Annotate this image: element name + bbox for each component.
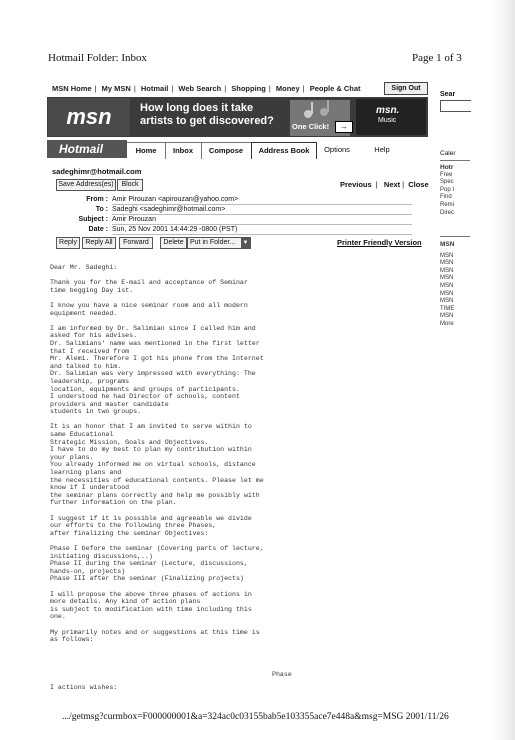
tab-home[interactable]: Home bbox=[127, 142, 166, 159]
tab-compose[interactable]: Compose bbox=[201, 142, 252, 159]
sign-out-button[interactable]: Sign Out bbox=[384, 82, 428, 95]
reply-button[interactable]: Reply bbox=[56, 237, 80, 249]
tab-options[interactable]: Options bbox=[324, 145, 350, 154]
from-value[interactable]: Amir Pirouzan <apirouzan@yahoo.com> bbox=[112, 196, 239, 203]
chevron-down-icon[interactable]: ▼ bbox=[242, 240, 249, 246]
to-label: To : bbox=[95, 206, 108, 213]
to-value[interactable]: Sadeghi <sadeghimr@hotmail.com> bbox=[112, 206, 226, 213]
sidebar-item[interactable]: Find bbox=[440, 194, 452, 201]
music-logo-brand: msn. bbox=[376, 105, 400, 116]
from-label: From : bbox=[86, 196, 108, 203]
sidebar-item[interactable]: MSN bbox=[440, 275, 454, 282]
sidebar-item[interactable]: MSN bbox=[440, 313, 454, 320]
put-in-folder-value: Put in Folder... bbox=[190, 239, 236, 246]
forward-button[interactable]: Forward bbox=[119, 237, 153, 249]
music-logo-label: Music bbox=[378, 117, 397, 124]
msn-music-logo[interactable] bbox=[356, 99, 426, 135]
msn-top-nav: MSN Home | My MSN | Hotmail | Web Search | Shopping | Money | People & Chat bbox=[52, 84, 361, 93]
sidebar-divider bbox=[440, 236, 470, 237]
sidebar-divider bbox=[440, 160, 470, 161]
sidebar-item[interactable]: More bbox=[440, 320, 454, 327]
message-body: Dear Mr. Sadeghi: Thank you for the E-mail and acceptance of Seminar time begging Day 1st. I know you have a nice seminar room and all modern equipment needed. I am informed by Dr. Salimian since I called him and asked for his advises. Dr. Salimians' name was mentioned in the first letter that I received from Mr. Alemi. Therefore I got his phone from the Internet and talked to him. Dr. Salimian was very impressed with everything: The leadership, programs location, equipments and groups of participants. I understood he had Director of schools, content providers and master candidate students in two groups. It is an honor that I am invited to serve within to same Educational Strategic Mission, Goals and Objectives. I have to do my best to plan my contribution within your plans. You already informed me on virtual schools, distance learning plans and the necessities of educational contents. Please let me know if I understood the seminar plans correctly and help me possibly with further information on the plan. I suggest if it is possible and agreeable we divide our efforts to the following three Phases, after finalizing the seminar Objectives: Phase I before the seminar (Covering parts of lecture, initiating discussions,..) Phase II during the seminar (Lecture, discussions, hands-on, projects) Phase III after the seminar (Finalizing projects) I will propose the above three phases of actions in more details. Any kind of action plans is subject to modification with time including this one. My primarily notes and or suggestions at this time is as follows: bbox=[50, 264, 264, 644]
music-note-icon bbox=[290, 100, 350, 120]
subject-value: Amir Pirouzan bbox=[112, 216, 156, 223]
header-divider bbox=[112, 234, 412, 235]
message-nav-links: Previous | Next | Close bbox=[340, 180, 429, 189]
printer-friendly-link[interactable]: Printer Friendly Version bbox=[337, 238, 422, 247]
ad-headline-line1: How long does it take bbox=[140, 102, 254, 114]
date-value: Sun, 25 Nov 2001 14:44:29 -0800 (PST) bbox=[112, 226, 238, 233]
subject-label: Subject : bbox=[78, 216, 108, 223]
tab-inbox[interactable]: Inbox bbox=[165, 142, 202, 159]
sidebar-section-title: Hotr bbox=[440, 164, 454, 171]
message-body-phase: Phase bbox=[272, 671, 292, 678]
sidebar-item[interactable]: MSN bbox=[440, 282, 454, 289]
sidebar-item[interactable]: TIME bbox=[440, 305, 455, 312]
nav-money[interactable]: Money bbox=[275, 84, 300, 93]
sidebar-item[interactable]: Pop I bbox=[440, 186, 455, 193]
header-divider bbox=[112, 214, 412, 215]
save-addresses-button[interactable]: Save Address(es) bbox=[56, 179, 116, 191]
nav-msn-home[interactable]: MSN Home bbox=[52, 84, 92, 93]
sidebar-item[interactable]: Spec bbox=[440, 179, 454, 186]
reply-all-button[interactable]: Reply All bbox=[82, 237, 116, 249]
sidebar-item[interactable]: MSN bbox=[440, 267, 454, 274]
sidebar-item[interactable]: Direc bbox=[440, 209, 455, 216]
previous-link[interactable]: Previous bbox=[340, 180, 372, 189]
print-footer-url: .../getmsg?curmbox=F000000001&a=324ac0c03155bab5e103355ace7e448a&msg=MSG bbox=[62, 712, 404, 722]
one-click-label[interactable]: One Click! bbox=[292, 122, 330, 131]
nav-people-chat[interactable]: People & Chat bbox=[309, 84, 361, 93]
print-folder-title: Hotmail Folder: Inbox bbox=[48, 52, 147, 64]
hotmail-brand-tab: Hotmail bbox=[47, 140, 127, 158]
nav-web-search[interactable]: Web Search bbox=[178, 84, 222, 93]
message-body-actions: I actions wishes: bbox=[50, 684, 118, 691]
print-footer-date: 2001/11/26 bbox=[405, 712, 449, 722]
ad-headline-line2: artists to get discovered? bbox=[140, 115, 274, 127]
next-link[interactable]: Next bbox=[383, 180, 401, 189]
delete-button[interactable]: Delete bbox=[160, 237, 187, 249]
header-divider bbox=[112, 224, 412, 225]
tab-address-book[interactable]: Address Book bbox=[251, 142, 317, 159]
sidebar-item[interactable]: Free bbox=[440, 171, 453, 178]
account-email: sadeghimr@hotmail.com bbox=[52, 167, 142, 176]
sidebar-calendar-label[interactable]: Caler bbox=[440, 150, 456, 157]
scan-edge bbox=[490, 0, 515, 740]
arrow-right-icon[interactable]: → bbox=[335, 121, 353, 133]
date-label: Date : bbox=[88, 226, 108, 233]
sidebar-hotmail-section bbox=[440, 164, 470, 217]
close-link[interactable]: Close bbox=[408, 180, 429, 189]
sidebar-search-input[interactable] bbox=[440, 100, 471, 112]
block-button[interactable]: Block bbox=[117, 179, 143, 191]
nav-shopping[interactable]: Shopping bbox=[231, 84, 266, 93]
tab-help[interactable]: Help bbox=[374, 145, 390, 154]
header-divider bbox=[112, 204, 412, 205]
sidebar-item[interactable]: MSN bbox=[440, 298, 454, 305]
sidebar-item[interactable]: MSN bbox=[440, 252, 454, 259]
sidebar-item[interactable]: Remi bbox=[440, 201, 455, 208]
print-page-indicator: Page 1 of 3 bbox=[412, 52, 462, 64]
sidebar-item[interactable]: MSN bbox=[440, 260, 454, 267]
msn-logo[interactable]: msn bbox=[48, 98, 130, 136]
nav-hotmail[interactable]: Hotmail bbox=[140, 84, 169, 93]
ad-headline bbox=[140, 102, 274, 128]
sidebar-item[interactable]: MSN bbox=[440, 290, 454, 297]
print-footer bbox=[62, 712, 449, 722]
sidebar-msn-section bbox=[440, 241, 470, 329]
put-in-folder-select[interactable] bbox=[187, 237, 251, 249]
sidebar-search-label: Sear bbox=[440, 91, 456, 98]
sidebar-section-title: MSN bbox=[440, 241, 455, 248]
nav-my-msn[interactable]: My MSN bbox=[101, 84, 131, 93]
